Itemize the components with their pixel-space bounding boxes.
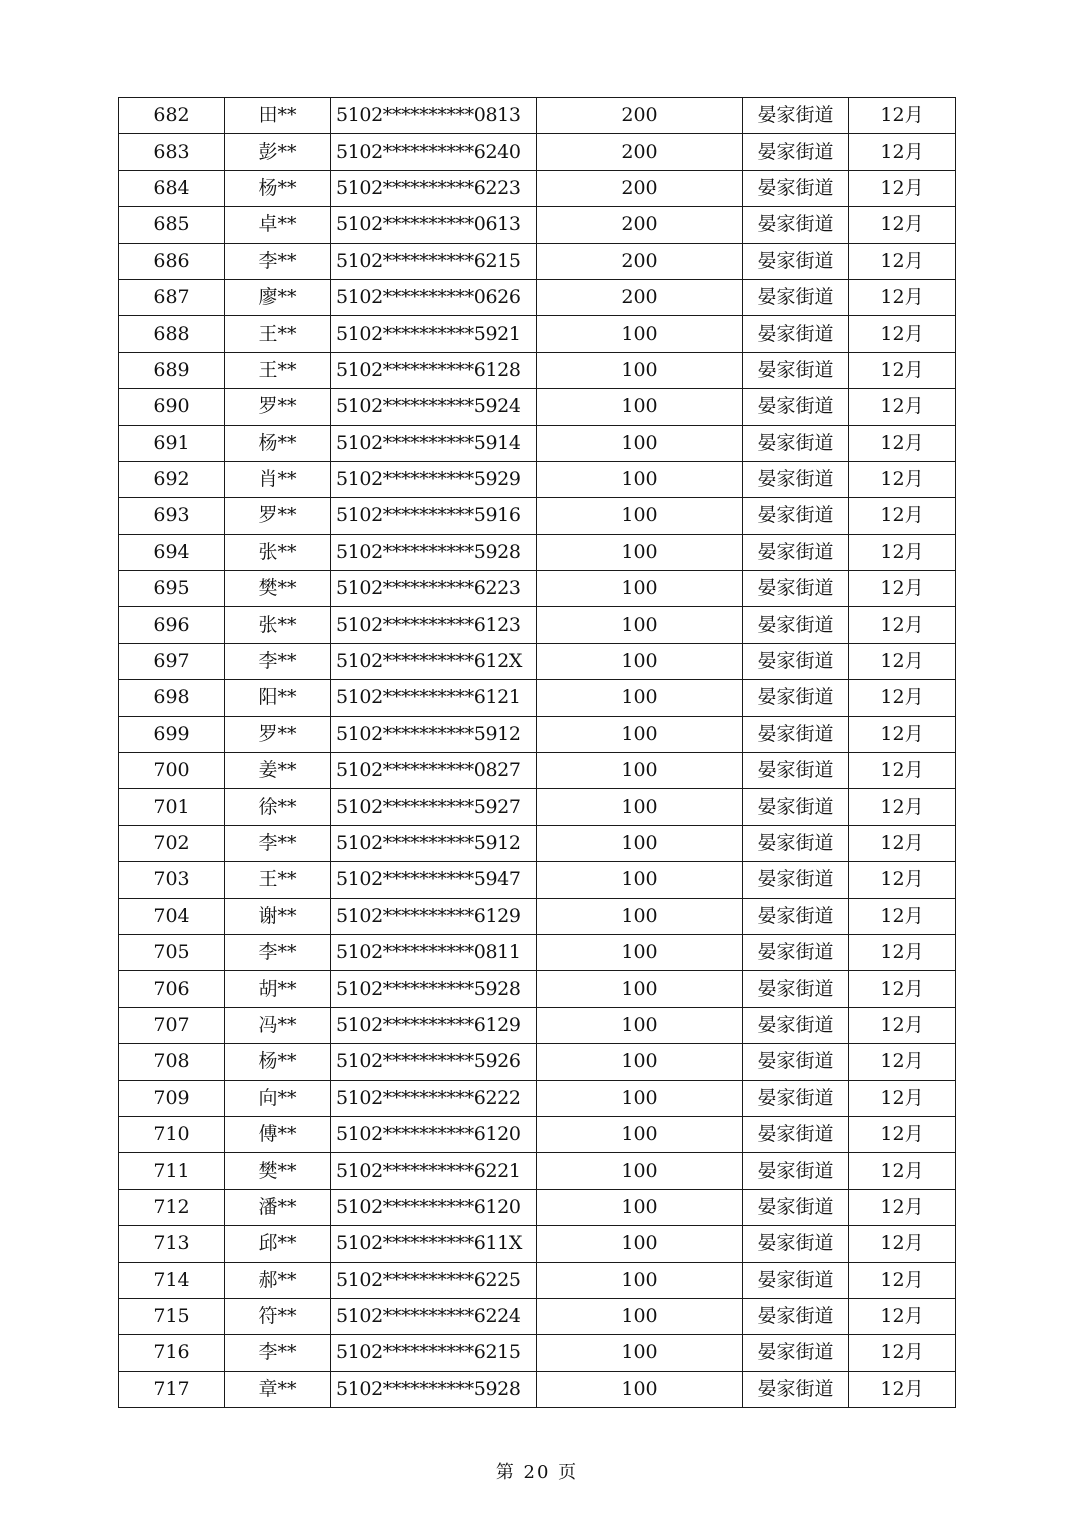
id-number-cell: 5102**********6121 <box>331 680 537 716</box>
table-row <box>119 898 956 934</box>
table-row <box>119 316 956 352</box>
amount-cell: 100 <box>537 425 743 461</box>
table-row <box>119 680 956 716</box>
serial-number-cell: 682 <box>119 98 225 134</box>
street-cell: 晏家街道 <box>743 243 849 279</box>
table-row <box>119 607 956 643</box>
serial-number-cell: 715 <box>119 1298 225 1334</box>
month-cell: 12月 <box>849 1226 956 1262</box>
amount-cell: 100 <box>537 571 743 607</box>
table-row <box>119 643 956 679</box>
amount-cell: 100 <box>537 1371 743 1407</box>
amount-cell: 200 <box>537 207 743 243</box>
serial-number-cell: 712 <box>119 1189 225 1225</box>
id-number-cell: 5102**********5912 <box>331 825 537 861</box>
serial-number-cell: 716 <box>119 1335 225 1371</box>
name-cell: 肖** <box>225 461 331 497</box>
id-number-cell: 5102**********5929 <box>331 461 537 497</box>
table-row <box>119 207 956 243</box>
amount-cell: 100 <box>537 1298 743 1334</box>
serial-number-cell: 707 <box>119 1007 225 1043</box>
month-cell: 12月 <box>849 643 956 679</box>
id-number-cell: 5102**********612X <box>331 643 537 679</box>
amount-cell: 100 <box>537 971 743 1007</box>
id-number-cell: 5102**********6215 <box>331 1335 537 1371</box>
id-number-cell: 5102**********6223 <box>331 571 537 607</box>
month-cell: 12月 <box>849 207 956 243</box>
serial-number-cell: 694 <box>119 534 225 570</box>
amount-cell: 200 <box>537 170 743 206</box>
serial-number-cell: 703 <box>119 862 225 898</box>
serial-number-cell: 714 <box>119 1262 225 1298</box>
month-cell: 12月 <box>849 971 956 1007</box>
street-cell: 晏家街道 <box>743 279 849 315</box>
serial-number-cell: 695 <box>119 571 225 607</box>
table-row <box>119 461 956 497</box>
id-number-cell: 5102**********5926 <box>331 1044 537 1080</box>
serial-number-cell: 702 <box>119 825 225 861</box>
street-cell: 晏家街道 <box>743 1080 849 1116</box>
id-number-cell: 5102**********5928 <box>331 1371 537 1407</box>
serial-number-cell: 711 <box>119 1153 225 1189</box>
street-cell: 晏家街道 <box>743 1116 849 1152</box>
month-cell: 12月 <box>849 243 956 279</box>
amount-cell: 100 <box>537 716 743 752</box>
month-cell: 12月 <box>849 279 956 315</box>
table-row <box>119 534 956 570</box>
table-row <box>119 1226 956 1262</box>
id-number-cell: 5102**********0613 <box>331 207 537 243</box>
name-cell: 张** <box>225 534 331 570</box>
name-cell: 张** <box>225 607 331 643</box>
id-number-cell: 5102**********6129 <box>331 1007 537 1043</box>
serial-number-cell: 693 <box>119 498 225 534</box>
street-cell: 晏家街道 <box>743 862 849 898</box>
street-cell: 晏家街道 <box>743 134 849 170</box>
street-cell: 晏家街道 <box>743 789 849 825</box>
table-row <box>119 425 956 461</box>
street-cell: 晏家街道 <box>743 352 849 388</box>
id-number-cell: 5102**********5927 <box>331 789 537 825</box>
id-number-cell: 5102**********0811 <box>331 934 537 970</box>
name-cell: 潘** <box>225 1189 331 1225</box>
id-number-cell: 5102**********6123 <box>331 607 537 643</box>
serial-number-cell: 697 <box>119 643 225 679</box>
id-number-cell: 5102**********6240 <box>331 134 537 170</box>
street-cell: 晏家街道 <box>743 1153 849 1189</box>
amount-cell: 100 <box>537 753 743 789</box>
name-cell: 章** <box>225 1371 331 1407</box>
name-cell: 田** <box>225 98 331 134</box>
name-cell: 李** <box>225 243 331 279</box>
serial-number-cell: 713 <box>119 1226 225 1262</box>
table-row <box>119 1335 956 1371</box>
id-number-cell: 5102**********6224 <box>331 1298 537 1334</box>
id-number-cell: 5102**********5921 <box>331 316 537 352</box>
serial-number-cell: 710 <box>119 1116 225 1152</box>
amount-cell: 100 <box>537 934 743 970</box>
street-cell: 晏家街道 <box>743 934 849 970</box>
name-cell: 邱** <box>225 1226 331 1262</box>
serial-number-cell: 705 <box>119 934 225 970</box>
table-row <box>119 716 956 752</box>
amount-cell: 100 <box>537 825 743 861</box>
month-cell: 12月 <box>849 389 956 425</box>
name-cell: 姜** <box>225 753 331 789</box>
serial-number-cell: 690 <box>119 389 225 425</box>
serial-number-cell: 698 <box>119 680 225 716</box>
name-cell: 杨** <box>225 170 331 206</box>
serial-number-cell: 717 <box>119 1371 225 1407</box>
serial-number-cell: 696 <box>119 607 225 643</box>
table-row <box>119 789 956 825</box>
serial-number-cell: 687 <box>119 279 225 315</box>
name-cell: 杨** <box>225 425 331 461</box>
amount-cell: 100 <box>537 1080 743 1116</box>
table-row <box>119 1044 956 1080</box>
street-cell: 晏家街道 <box>743 461 849 497</box>
street-cell: 晏家街道 <box>743 1044 849 1080</box>
name-cell: 傅** <box>225 1116 331 1152</box>
name-cell: 廖** <box>225 279 331 315</box>
street-cell: 晏家街道 <box>743 898 849 934</box>
table-row <box>119 934 956 970</box>
amount-cell: 100 <box>537 534 743 570</box>
street-cell: 晏家街道 <box>743 534 849 570</box>
table-row <box>119 1080 956 1116</box>
month-cell: 12月 <box>849 98 956 134</box>
street-cell: 晏家街道 <box>743 643 849 679</box>
table-row <box>119 1189 956 1225</box>
id-number-cell: 5102**********611X <box>331 1226 537 1262</box>
amount-cell: 100 <box>537 1335 743 1371</box>
amount-cell: 100 <box>537 643 743 679</box>
amount-cell: 100 <box>537 498 743 534</box>
street-cell: 晏家街道 <box>743 1371 849 1407</box>
month-cell: 12月 <box>849 352 956 388</box>
table-row <box>119 1298 956 1334</box>
street-cell: 晏家街道 <box>743 1298 849 1334</box>
name-cell: 卓** <box>225 207 331 243</box>
month-cell: 12月 <box>849 1371 956 1407</box>
street-cell: 晏家街道 <box>743 207 849 243</box>
street-cell: 晏家街道 <box>743 1226 849 1262</box>
serial-number-cell: 700 <box>119 753 225 789</box>
id-number-cell: 5102**********6128 <box>331 352 537 388</box>
serial-number-cell: 701 <box>119 789 225 825</box>
street-cell: 晏家街道 <box>743 825 849 861</box>
id-number-cell: 5102**********0626 <box>331 279 537 315</box>
name-cell: 阳** <box>225 680 331 716</box>
id-number-cell: 5102**********5928 <box>331 534 537 570</box>
street-cell: 晏家街道 <box>743 753 849 789</box>
amount-cell: 100 <box>537 898 743 934</box>
month-cell: 12月 <box>849 534 956 570</box>
month-cell: 12月 <box>849 1080 956 1116</box>
street-cell: 晏家街道 <box>743 607 849 643</box>
month-cell: 12月 <box>849 934 956 970</box>
serial-number-cell: 709 <box>119 1080 225 1116</box>
name-cell: 樊** <box>225 1153 331 1189</box>
amount-cell: 100 <box>537 1189 743 1225</box>
month-cell: 12月 <box>849 1044 956 1080</box>
amount-cell: 100 <box>537 1116 743 1152</box>
table-row <box>119 753 956 789</box>
id-number-cell: 5102**********6225 <box>331 1262 537 1298</box>
month-cell: 12月 <box>849 316 956 352</box>
data-table <box>118 97 956 1408</box>
serial-number-cell: 683 <box>119 134 225 170</box>
name-cell: 李** <box>225 934 331 970</box>
name-cell: 樊** <box>225 571 331 607</box>
month-cell: 12月 <box>849 753 956 789</box>
table-row <box>119 352 956 388</box>
id-number-cell: 5102**********5912 <box>331 716 537 752</box>
id-number-cell: 5102**********6215 <box>331 243 537 279</box>
name-cell: 王** <box>225 316 331 352</box>
name-cell: 王** <box>225 862 331 898</box>
table-row <box>119 279 956 315</box>
amount-cell: 100 <box>537 607 743 643</box>
amount-cell: 100 <box>537 789 743 825</box>
amount-cell: 100 <box>537 680 743 716</box>
month-cell: 12月 <box>849 571 956 607</box>
name-cell: 罗** <box>225 498 331 534</box>
id-number-cell: 5102**********0827 <box>331 753 537 789</box>
amount-cell: 100 <box>537 1226 743 1262</box>
name-cell: 向** <box>225 1080 331 1116</box>
street-cell: 晏家街道 <box>743 498 849 534</box>
street-cell: 晏家街道 <box>743 98 849 134</box>
id-number-cell: 5102**********6223 <box>331 170 537 206</box>
serial-number-cell: 689 <box>119 352 225 388</box>
id-number-cell: 5102**********5928 <box>331 971 537 1007</box>
table-row <box>119 498 956 534</box>
street-cell: 晏家街道 <box>743 971 849 1007</box>
amount-cell: 100 <box>537 461 743 497</box>
month-cell: 12月 <box>849 1116 956 1152</box>
table-row <box>119 1153 956 1189</box>
street-cell: 晏家街道 <box>743 389 849 425</box>
amount-cell: 100 <box>537 1044 743 1080</box>
table-row <box>119 1116 956 1152</box>
name-cell: 李** <box>225 1335 331 1371</box>
table-row <box>119 98 956 134</box>
id-number-cell: 5102**********6221 <box>331 1153 537 1189</box>
serial-number-cell: 684 <box>119 170 225 206</box>
name-cell: 杨** <box>225 1044 331 1080</box>
amount-cell: 200 <box>537 98 743 134</box>
amount-cell: 100 <box>537 1153 743 1189</box>
name-cell: 李** <box>225 643 331 679</box>
name-cell: 罗** <box>225 389 331 425</box>
name-cell: 郝** <box>225 1262 331 1298</box>
serial-number-cell: 706 <box>119 971 225 1007</box>
serial-number-cell: 692 <box>119 461 225 497</box>
amount-cell: 100 <box>537 316 743 352</box>
id-number-cell: 5102**********5924 <box>331 389 537 425</box>
month-cell: 12月 <box>849 1007 956 1043</box>
serial-number-cell: 704 <box>119 898 225 934</box>
month-cell: 12月 <box>849 461 956 497</box>
amount-cell: 100 <box>537 389 743 425</box>
table-row <box>119 971 956 1007</box>
amount-cell: 200 <box>537 279 743 315</box>
street-cell: 晏家街道 <box>743 571 849 607</box>
table-row <box>119 134 956 170</box>
id-number-cell: 5102**********0813 <box>331 98 537 134</box>
month-cell: 12月 <box>849 862 956 898</box>
amount-cell: 200 <box>537 134 743 170</box>
month-cell: 12月 <box>849 134 956 170</box>
month-cell: 12月 <box>849 607 956 643</box>
month-cell: 12月 <box>849 825 956 861</box>
id-number-cell: 5102**********5916 <box>331 498 537 534</box>
table-row <box>119 170 956 206</box>
month-cell: 12月 <box>849 1262 956 1298</box>
table-row <box>119 243 956 279</box>
month-cell: 12月 <box>849 1298 956 1334</box>
street-cell: 晏家街道 <box>743 425 849 461</box>
month-cell: 12月 <box>849 680 956 716</box>
name-cell: 彭** <box>225 134 331 170</box>
name-cell: 徐** <box>225 789 331 825</box>
name-cell: 冯** <box>225 1007 331 1043</box>
month-cell: 12月 <box>849 170 956 206</box>
table-row <box>119 389 956 425</box>
table-row <box>119 1371 956 1407</box>
name-cell: 符** <box>225 1298 331 1334</box>
serial-number-cell: 691 <box>119 425 225 461</box>
id-number-cell: 5102**********6120 <box>331 1189 537 1225</box>
serial-number-cell: 699 <box>119 716 225 752</box>
name-cell: 谢** <box>225 898 331 934</box>
serial-number-cell: 688 <box>119 316 225 352</box>
street-cell: 晏家街道 <box>743 716 849 752</box>
table-row <box>119 571 956 607</box>
amount-cell: 100 <box>537 862 743 898</box>
amount-cell: 100 <box>537 352 743 388</box>
id-number-cell: 5102**********6222 <box>331 1080 537 1116</box>
id-number-cell: 5102**********6129 <box>331 898 537 934</box>
amount-cell: 100 <box>537 1262 743 1298</box>
amount-cell: 200 <box>537 243 743 279</box>
amount-cell: 100 <box>537 1007 743 1043</box>
table-row <box>119 825 956 861</box>
serial-number-cell: 686 <box>119 243 225 279</box>
name-cell: 李** <box>225 825 331 861</box>
street-cell: 晏家街道 <box>743 1335 849 1371</box>
month-cell: 12月 <box>849 1335 956 1371</box>
street-cell: 晏家街道 <box>743 1189 849 1225</box>
serial-number-cell: 708 <box>119 1044 225 1080</box>
name-cell: 胡** <box>225 971 331 1007</box>
month-cell: 12月 <box>849 1189 956 1225</box>
month-cell: 12月 <box>849 789 956 825</box>
id-number-cell: 5102**********5914 <box>331 425 537 461</box>
street-cell: 晏家街道 <box>743 170 849 206</box>
street-cell: 晏家街道 <box>743 1262 849 1298</box>
id-number-cell: 5102**********6120 <box>331 1116 537 1152</box>
table-body <box>119 98 956 1408</box>
month-cell: 12月 <box>849 425 956 461</box>
month-cell: 12月 <box>849 716 956 752</box>
month-cell: 12月 <box>849 898 956 934</box>
serial-number-cell: 685 <box>119 207 225 243</box>
month-cell: 12月 <box>849 498 956 534</box>
street-cell: 晏家街道 <box>743 1007 849 1043</box>
id-number-cell: 5102**********5947 <box>331 862 537 898</box>
month-cell: 12月 <box>849 1153 956 1189</box>
table-row <box>119 862 956 898</box>
name-cell: 王** <box>225 352 331 388</box>
name-cell: 罗** <box>225 716 331 752</box>
street-cell: 晏家街道 <box>743 316 849 352</box>
table-row <box>119 1262 956 1298</box>
street-cell: 晏家街道 <box>743 680 849 716</box>
page-number: 第 20 页 <box>495 1462 579 1483</box>
table-row <box>119 1007 956 1043</box>
